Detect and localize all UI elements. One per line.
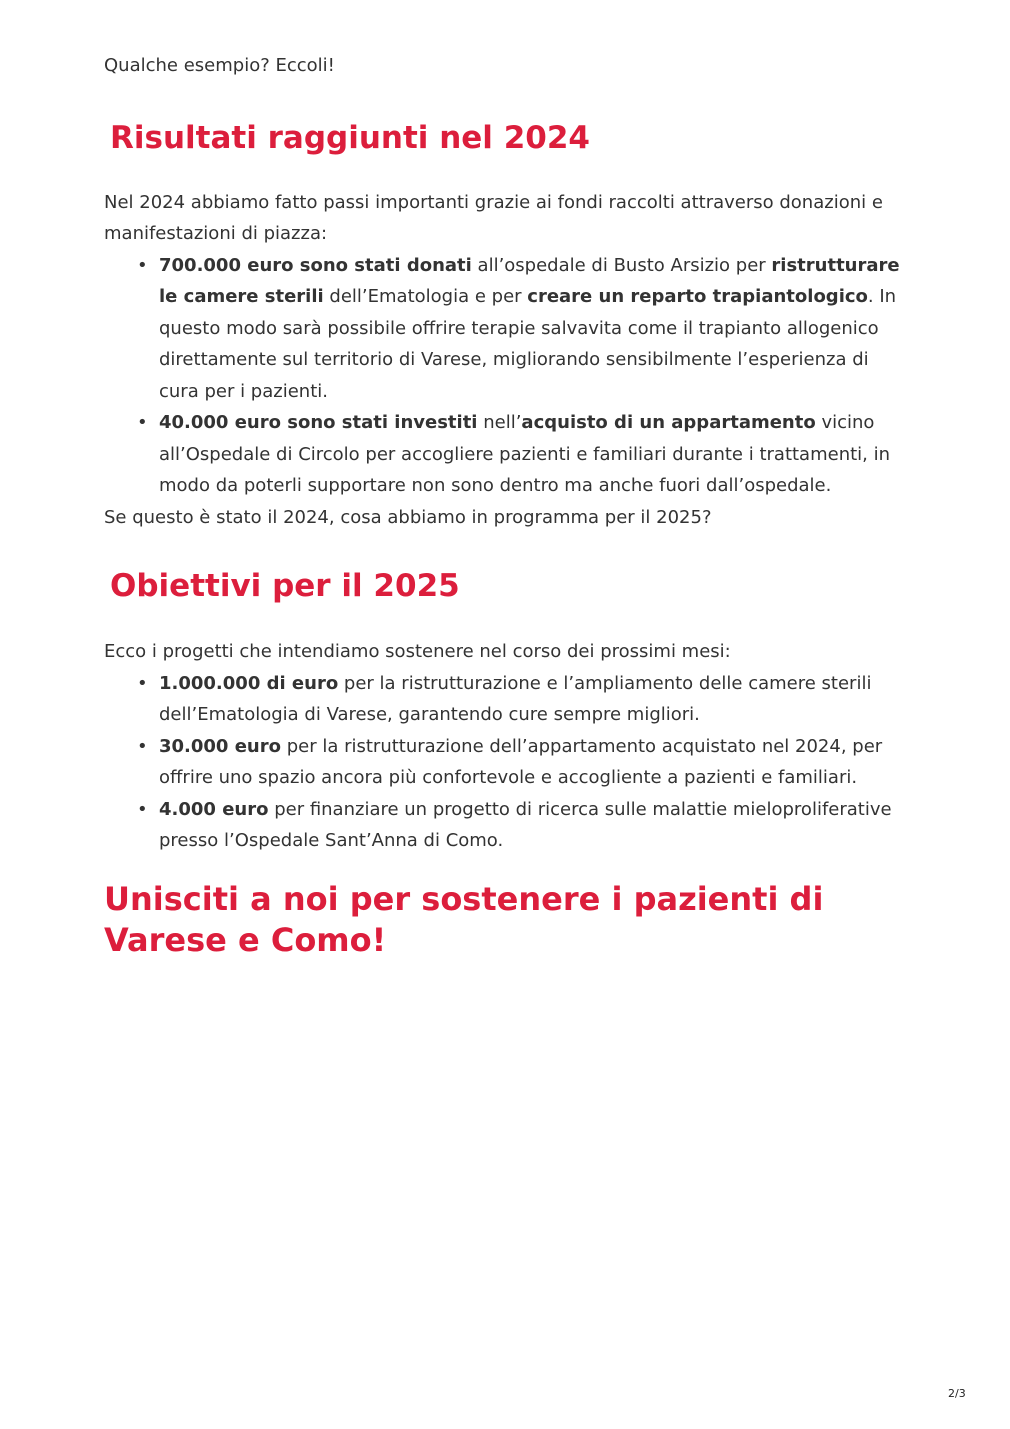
list-text: per finanziare un progetto di ricerca sulle malattie mieloproliferative presso l’Ospedale Sant’Anna di Como.: [159, 798, 892, 851]
list-text: vicino all’Ospedale di Circolo per accogliere pazienti e familiari durante i trattamenti, in modo da poterli supportare non sono dentro ma anche fuori dall’ospedale.: [159, 412, 891, 496]
goals-list: [104, 668, 904, 857]
bullet-icon: •: [137, 254, 148, 276]
bullet-icon: •: [137, 735, 148, 757]
bullet-icon: •: [137, 672, 148, 694]
bold-amount: 4.000 euro: [159, 798, 269, 820]
list-item: [137, 794, 904, 857]
list-item: [137, 407, 904, 502]
list-item: [137, 731, 904, 794]
list-text: . In questo modo sarà possibile offrire terapie salvavita come il trapianto allogenico direttamente sul territorio di Varese, migliorando sensibilmente l’esperienza di cura per i pazienti.: [159, 286, 897, 402]
bold-phrase: ristrutturare le camere sterili: [159, 254, 900, 307]
section-heading-results-2024: Risultati raggiunti nel 2024: [110, 119, 591, 156]
list-text: dell’Ematologia e per: [323, 286, 528, 307]
list-item: [137, 668, 904, 731]
page-number: 2/3: [948, 1387, 966, 1400]
intro-text: Qualche esempio? Eccoli!: [104, 55, 335, 76]
list-text: per la ristrutturazione dell’appartamento acquistato nel 2024, per offrire uno spazio ancora più confortevole e accogliente a pazienti e familiari.: [159, 735, 883, 788]
results-closing-text: Se questo è stato il 2024, cosa abbiamo in programma per il 2025?: [104, 506, 712, 528]
bold-amount: 30.000 euro: [159, 735, 281, 757]
section-heading-goals-2025: Obiettivi per il 2025: [110, 568, 460, 604]
list-text: per la ristrutturazione e l’ampliamento delle camere sterili dell’Ematologia di Varese, garantendo cure sempre migliori.: [159, 672, 872, 725]
list-text: all’ospedale di Busto Arsizio per: [471, 254, 772, 276]
bold-amount: 700.000 euro sono stati donati: [159, 254, 472, 276]
list-text: nell’: [477, 412, 522, 433]
bold-phrase: acquisto di un appartamento: [521, 412, 816, 433]
bullet-icon: •: [137, 798, 148, 820]
bold-phrase: creare un reparto trapiantologico: [527, 286, 868, 307]
bold-amount: 40.000 euro sono stati investiti: [159, 412, 478, 433]
goals-intro-paragraph: Ecco i progetti che intendiamo sostenere nel corso dei prossimi mesi:: [104, 641, 731, 662]
list-item: [137, 250, 904, 408]
bold-amount: 1.000.000 di euro: [159, 672, 339, 694]
results-list: [104, 250, 904, 502]
bullet-icon: •: [137, 412, 148, 433]
results-intro-paragraph: Nel 2024 abbiamo fatto passi importanti grazie ai fondi raccolti attraverso donazioni e manifestazioni di piazza:: [104, 191, 883, 244]
call-to-action-heading: Unisciti a noi per sostenere i pazienti di Varese e Como!: [104, 879, 824, 959]
document-page: [104, 50, 904, 961]
